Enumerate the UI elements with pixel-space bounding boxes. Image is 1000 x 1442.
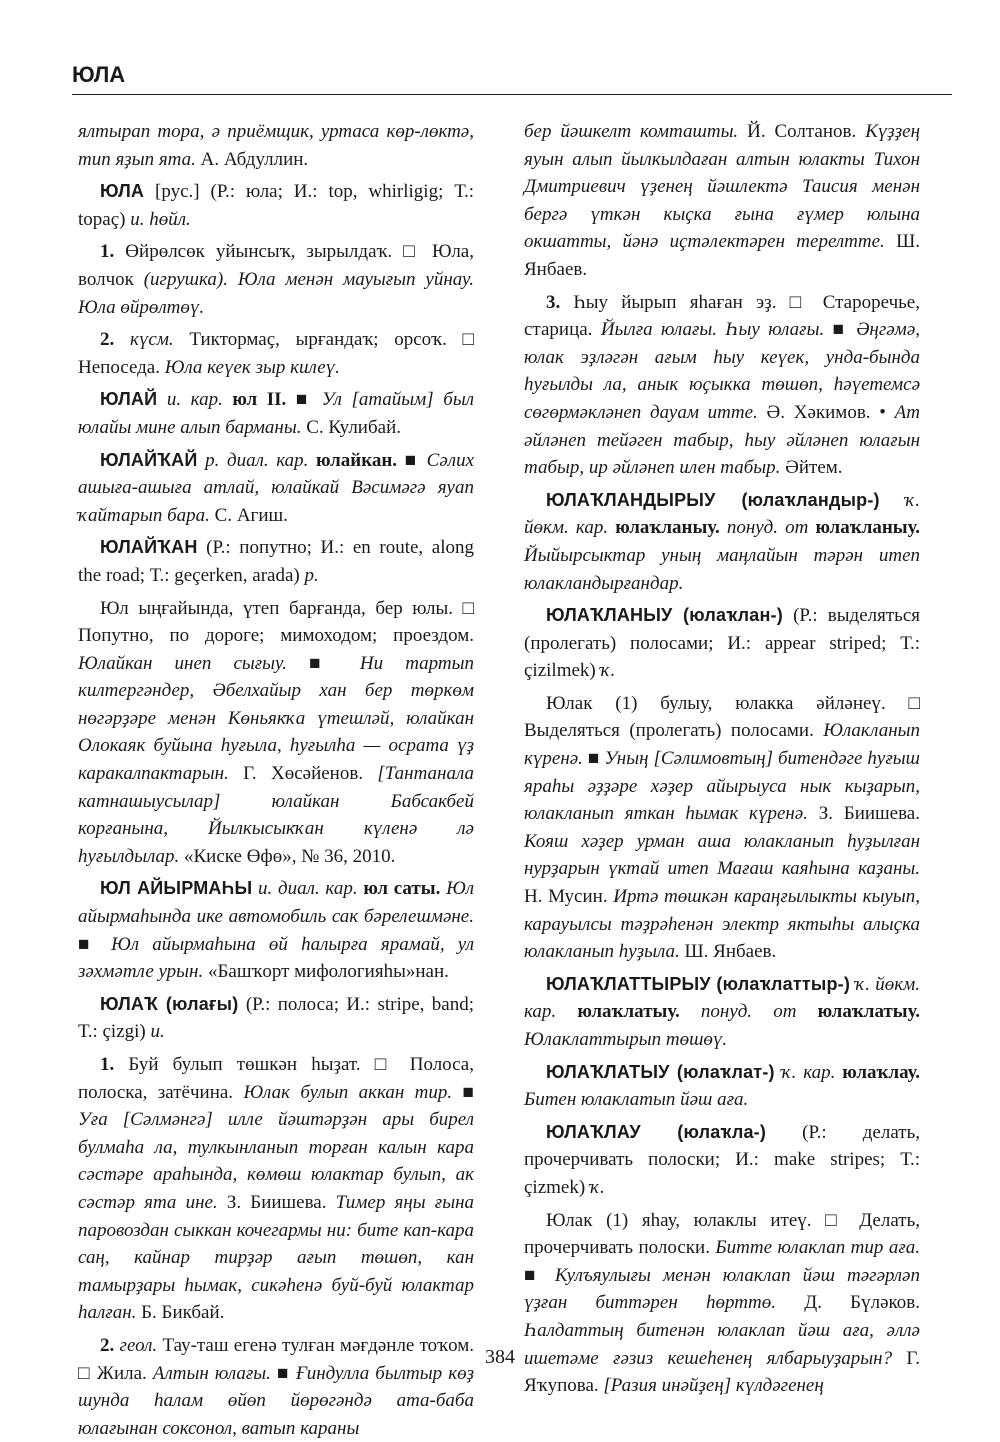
headword: ЮЛАҠЛАТЫУ (юлаҡлат-) <box>546 1061 775 1082</box>
entry-text: и. <box>150 1021 165 1043</box>
dictionary-entry <box>78 875 474 985</box>
square-filled-icon <box>296 389 312 410</box>
headword: ЮЛАЙҠАЙ <box>100 449 198 470</box>
entry-text: С. Агиш. <box>209 504 288 526</box>
square-outline-icon <box>909 693 920 714</box>
square-outline-icon <box>790 292 810 313</box>
dictionary-entry <box>78 386 474 441</box>
square-filled-icon <box>463 1082 474 1103</box>
entry-text: Непоседа. <box>78 356 165 378</box>
entry-text: [рус.] (Р.: юла; И.: top, whirligig; Т.: topaç) <box>78 181 474 230</box>
entry-text: Юлак (1) булыу, юлакка әйләнеү. <box>546 692 909 714</box>
entry-text: Попутно, по дороге; мимоходом; проездом. <box>78 625 474 647</box>
dictionary-entry <box>78 447 474 530</box>
entry-text: ҡ. йөкм. кар. <box>524 489 920 539</box>
entry-text: Алтын юлағы. <box>152 1362 277 1384</box>
entry-text: Кояш хәҙер урман аша юлакланып һуҙылған нурҙарын үктай итеп Мағаш каяһына каҙаны. <box>524 830 920 880</box>
dictionary-entry <box>524 1207 920 1400</box>
entry-text: Жила. <box>90 1362 153 1384</box>
entry-text: Юл ыңғайында, үтеп барғанда, бер юлы. <box>100 597 463 619</box>
entry-text: З. Биишева. <box>808 803 920 825</box>
entry-text: Полоса, полоска, затёчина. <box>78 1054 474 1103</box>
entry-text: Ә. Хәкимов. <box>757 401 880 423</box>
entry-text: ялтырап тора, ә приёмщик, уртаса көр-лөктә, тип яҙып ята. <box>78 121 474 170</box>
headword: ЮЛАҠЛАТТЫРЫУ (юлаҡлаттыр-) <box>546 973 851 994</box>
entry-text: юл саты. <box>357 878 441 900</box>
entry-text: ҡ. <box>600 660 616 682</box>
entry-text: Н. Мусин. <box>524 886 614 908</box>
entry-text: «Башҡорт мифологияһы»нан. <box>203 961 449 983</box>
entry-text: Юлак (1) яһау, юлаклы итеү. <box>546 1209 826 1231</box>
square-outline-icon <box>825 1210 845 1231</box>
entry-text: Уның [Сәлимовтың] битендәге һуғыш яраһы әҙҙәре хәҙер айырыуса нык кыҙарып, юлакланып яткан һымак күренә. <box>524 748 920 825</box>
square-filled-icon <box>524 1265 543 1286</box>
square-outline-icon <box>403 241 421 262</box>
entry-text: З. Биишева. <box>217 1191 336 1213</box>
entry-text: Юла кеүек зыр килеү. <box>164 356 340 378</box>
entry-text: Юла, волчок <box>78 241 474 290</box>
entry-text: Ат әйләнеп тейәген табыр, һыу әйләнеп юлағын табыр, ир әйләнеп илен табыр. <box>524 401 920 479</box>
dictionary-entry <box>524 690 920 966</box>
page-header-title: ЮЛА <box>72 62 126 87</box>
headword: ЮЛ АЙЫРМАҺЫ <box>100 878 253 899</box>
entry-text: 3. <box>546 291 561 313</box>
entry-text: Г. Яҡупова. <box>524 1347 920 1397</box>
square-filled-icon <box>78 934 98 955</box>
entry-text: [Тантанала катнашыусылар] юлайкан Бабсакбей корғанына, Йылкысыкҡан күленә лә һуғылдылар. <box>78 763 474 867</box>
entry-text: и. кар. <box>157 389 223 411</box>
entry-text: Ш. Янбаев. <box>679 941 777 963</box>
entry-text: ҡ. кар. <box>774 1061 836 1083</box>
entry-text: юлайкан. <box>308 449 405 471</box>
entry-text: Г. Хөсәйенов. <box>228 763 378 785</box>
entry-text: 2. <box>100 1334 115 1356</box>
entry-text: Йыйырсыктар уның маңлайын тәрән итеп юлакландырғандар. <box>524 544 920 594</box>
entry-text: Выделяться (пролегать) полосами. <box>524 720 824 742</box>
headword: ЮЛАЙҠАН <box>100 537 198 558</box>
entry-text: Уға [Сәлмәнгә] илле йәштәрҙән ары бирел булмаһа ла, тулкынланып торған калын кара сәстәре араһында, көмөш юлактар булып, ак сәстәр ята ине. <box>78 1109 474 1213</box>
entry-text: и. диал. кар. <box>252 878 358 900</box>
entry-text: 1. <box>100 1054 115 1075</box>
entry-text: (Р.: попутно; И.: en route, along the road; Т.: geçerken, arada) <box>78 537 474 586</box>
dictionary-entry <box>78 1051 474 1327</box>
entry-text: Юл айырмаһында ике автомобиль сак бәрелешмәне. <box>78 878 474 928</box>
entry-text: күсм. <box>114 329 174 351</box>
page-number: 384 <box>485 1346 515 1368</box>
entry-text: Сәлих ашыға-ашыға атлай, юлайкай Вәсимәгә яуап ҡайтарып бара. <box>78 449 474 526</box>
entry-text: Иртә төшкән караңғылыкты кыуып, карауылсы тәҙрәһенән электр яктыһы алыҫка юлакланып һуҙыла. <box>524 886 920 963</box>
entry-text: Юл айырмаһына өй һалырға ярамай, ул зәхмәтле урын. <box>78 933 474 983</box>
headword: ЮЛАЙ <box>100 389 158 410</box>
entry-text: (игрушка). Юла менән мауығып уйнау. Юла өйрөлтөү. <box>78 268 475 318</box>
entry-text: Юлакланып күренә. <box>524 720 920 770</box>
entry-text: Кулъяулығы менән юлаклап йәш тәгәрләп үҙған биттәрен һөрттө. <box>524 1264 920 1314</box>
entry-text: Староречье, старица. <box>524 291 920 341</box>
entry-text: Ғиндулла былтыр көҙ шунда һалам өйөп йөрөгәндә ата-баба юлағынан соксонол, ватып караны <box>78 1362 474 1439</box>
entry-text: Юлаклаттырып төшөү. <box>524 1029 728 1050</box>
dictionary-entry <box>78 238 474 321</box>
entry-text: Юлак булып аккан тир. <box>243 1081 463 1103</box>
right-column <box>524 118 920 1400</box>
square-outline-icon <box>463 329 474 350</box>
headword: ЮЛА <box>100 181 145 202</box>
entry-text: А. Абдуллин. <box>195 148 309 170</box>
square-filled-icon <box>588 748 600 769</box>
entry-text: Ш. Янбаев. <box>524 231 920 280</box>
entry-text: Һалдаттың битенән юлаклап йәш аға, әллә ишетәме ғәзиз кешеһенең ялбарыуҙарын? <box>524 1319 920 1369</box>
entry-text: Йылға юлағы. Һыу юлағы. <box>600 319 833 341</box>
entry-text: Ул [атайым] был юлайы мине алып барманы. <box>78 389 474 438</box>
entry-text: Күҙҙең яуын алып йылкылдаған алтын юлакты Тихон Дмитриевич үҙенең йәшлектә Таисия менән бергә үткән кыҫка ғына ғүмер юлына окшатты, йәнә иҫтәлектәрен терелтте. <box>524 121 920 253</box>
entry-text: и. һөйл. <box>130 208 191 230</box>
entry-text: Тиктормаҫ, ырғандаҡ; орсоҡ. <box>173 329 463 351</box>
headword: ЮЛАҠЛАНЫУ (юлаҡлан-) <box>546 605 783 626</box>
dictionary-entry <box>78 118 474 173</box>
square-outline-icon <box>463 598 474 619</box>
entry-text: р. диал. кар. <box>197 449 309 471</box>
entry-text: бер йәшкелт комташты. <box>524 121 739 142</box>
entry-text: (Р.: делать, прочерчивать полоски; И.: make stripes; Т.: çizmek) <box>524 1121 920 1198</box>
entry-text: понуд. от <box>679 1001 797 1023</box>
entry-text: юлаҡлатыу. <box>796 1001 920 1023</box>
entry-text: юлаҡлатыу. <box>556 1001 680 1023</box>
dictionary-entry <box>524 1059 920 1114</box>
headword: ЮЛАҠ (юлағы) <box>100 993 239 1014</box>
entry-text: Ни тартып килтергәндер, Әбелхайыр хан бер төркөм нөгәрҙәре менән Көньякҡа үтешләй, юлайкан Олокаяк буйына һуғыла, һуғылһа — осрата үҙ каракалпактарын. <box>78 652 475 785</box>
dictionary-entry <box>78 534 474 589</box>
entry-text: Тау-таш егенә тулған мәғдәнле тоҡом. <box>157 1334 474 1356</box>
entry-text: (Р.: выделяться (пролегать) полосами; И.: appear striped; Т.: çizilmek) <box>524 605 921 682</box>
dictionary-entry <box>78 991 474 1046</box>
left-column <box>78 118 474 1442</box>
square-filled-icon <box>833 319 848 340</box>
entry-text: юлаҡланыу. <box>808 517 920 539</box>
entry-text: 1. <box>100 241 115 263</box>
dictionary-entry <box>524 971 920 1054</box>
entry-text: Юлайкан инеп сығыу. <box>78 652 310 674</box>
entry-text: геол. <box>114 1334 158 1356</box>
entry-text: [Разия инәйҙең] күлдәгенең <box>603 1375 824 1397</box>
entry-text: ҡ. йөкм. кар. <box>524 973 920 1023</box>
dictionary-entry <box>524 289 920 482</box>
headword: ЮЛАҠЛАУ (юлаҡла-) <box>546 1121 767 1142</box>
entry-text: юлаҡланыу. <box>608 517 720 539</box>
entry-text: 2. <box>100 329 115 351</box>
entry-text: Әңгәмә, юлак эҙләгән ағым һыу кеүек, унда-бында һуғылды ла, анык юҫыкка төшөп, һәүетемсә сөгөрмәкләнеп дауам итте. <box>524 319 920 423</box>
entry-text: Һыу йырып яһаған эҙ. <box>560 291 790 313</box>
bullet-icon <box>879 402 886 423</box>
dictionary-entry <box>524 602 920 685</box>
square-outline-icon <box>375 1054 396 1075</box>
entry-text: Әйтем. <box>780 457 843 479</box>
square-filled-icon <box>309 653 338 674</box>
entry-text: Буй булып төшкән һыҙат. <box>114 1054 375 1075</box>
dictionary-entry <box>78 595 474 871</box>
header-rule <box>72 94 952 95</box>
entry-text: С. Кулибай. <box>301 416 401 438</box>
entry-text: юлаҡлау. <box>835 1061 921 1083</box>
entry-text: ҡ. <box>589 1176 605 1198</box>
entry-text: Делать, прочерчивать полоски. <box>524 1209 920 1259</box>
dictionary-entry <box>524 118 920 284</box>
entry-text: Б. Бикбай. <box>136 1302 225 1324</box>
entry-text: Битте юлаклап тир аға. <box>715 1237 920 1259</box>
entry-text: Й. Солтанов. <box>738 121 866 142</box>
dictionary-entry <box>524 1119 920 1202</box>
entry-text: (Р.: полоса; И.: stripe, band; Т.: çizgi) <box>78 993 474 1043</box>
entry-text: «Киске Өфө», № 36, 2010. <box>179 845 396 867</box>
entry-text: понуд. от <box>719 517 809 539</box>
dictionary-entry <box>524 487 920 597</box>
square-filled-icon <box>405 450 419 471</box>
entry-text: Битен юлаклатып йәш аға. <box>524 1089 749 1111</box>
dictionary-entry <box>78 178 474 233</box>
entry-text: юл II. <box>222 389 296 411</box>
entry-text: Д. Бүләков. <box>775 1292 920 1314</box>
headword: ЮЛАҠЛАНДЫРЫУ (юлаҡландыр-) <box>546 489 880 510</box>
entry-text: Тимер яңы ғына паровоздан сыккан кочегармы ни: бите кап-кара саң, кайнар тирҙәр ағып төшөп, кан тамырҙары һымак, сикәһенә буй-буй юлактар һалған. <box>78 1191 475 1324</box>
dictionary-entry <box>78 326 474 381</box>
entry-text: р. <box>304 564 319 586</box>
entry-text: Өйрөлсөк уйынсыҡ, зырылдаҡ. <box>114 241 404 263</box>
